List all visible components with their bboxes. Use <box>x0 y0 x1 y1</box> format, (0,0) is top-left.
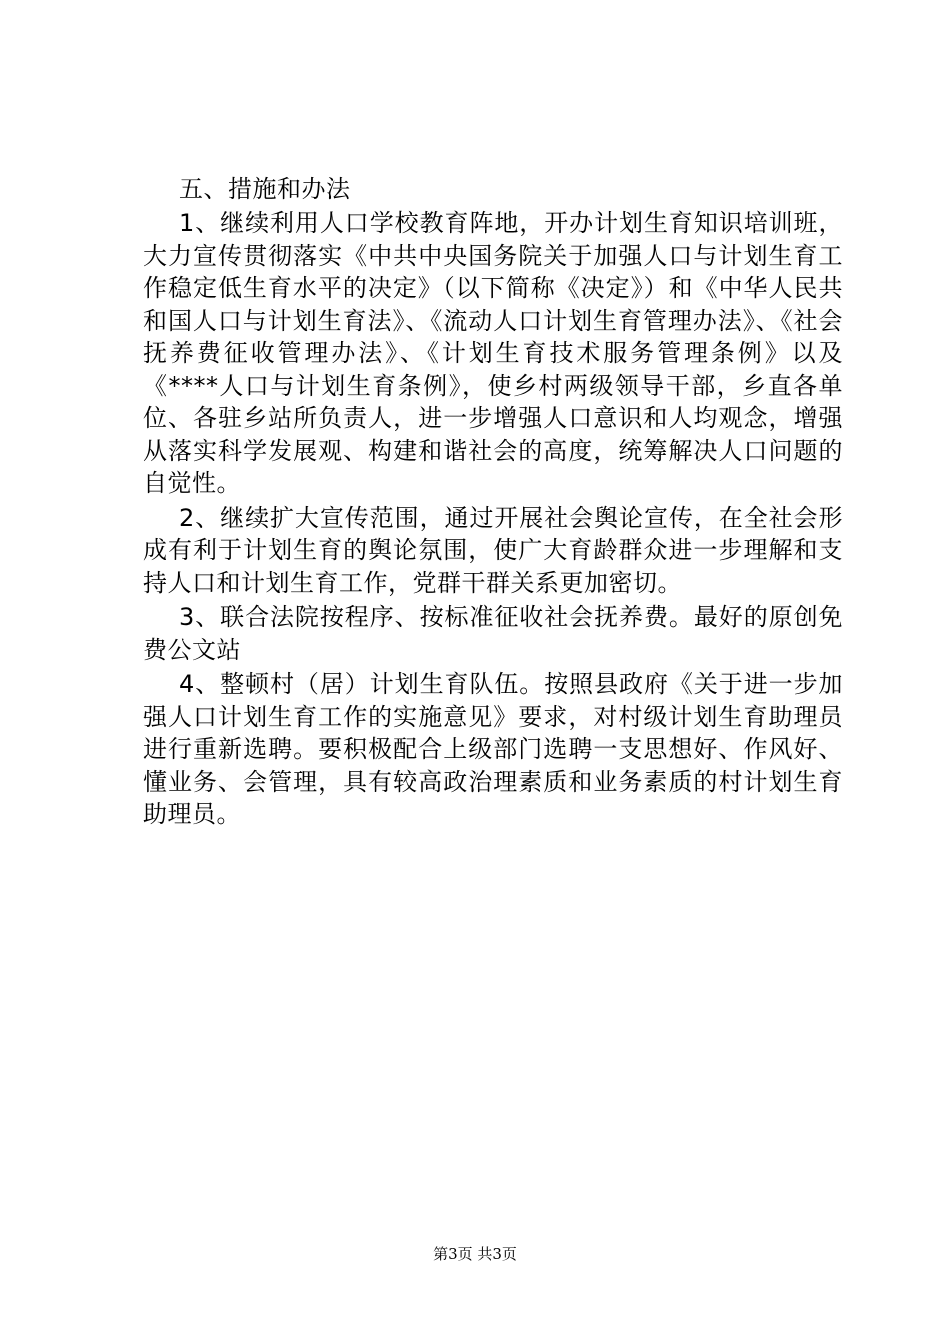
item-4-title: 4、整顿村（居）计划生育队伍。 <box>179 670 545 698</box>
item-3-watermark-note: 最好的原创免费公文站 <box>143 603 844 664</box>
item-4-text: 按照县政府《关于进一步加强人口计划生育工作的实施意见》要求，对村级计划生育助理员进行重新选聘。要积极配合上级部门选聘一支思想好、作风好、懂业务、会管理，具有较高政治理素质和业务素质的村计划生育助理员。 <box>143 670 843 828</box>
page-number: 第3页 共3页 <box>433 1245 517 1263</box>
item-3-text: 3、联合法院按程序、按标准征收社会抚养费。 <box>179 603 694 631</box>
paragraph-item-3 <box>143 601 843 666</box>
paragraph-item-4 <box>143 668 843 831</box>
paragraph-item-1: 1、继续利用人口学校教育阵地，开办计划生育知识培训班，大力宣传贯彻落实《中共中央国务院关于加强人口与计划生育工作稳定低生育水平的决定》（以下简称《决定》）和《中华人民共和国人口与计划生育法》、《流动人口计划生育管理办法》、《社会抚养费征收管理办法》、《计划生育技术服务管理条例》以及《****人口与计划生育条例》，使乡村两级领导干部，乡直各单位、各驻乡站所负责人，进一步增强人口意识和人均观念，增强从落实科学发展观、构建和谐社会的高度，统筹解决人口问题的自觉性。 <box>143 209 843 497</box>
section-heading: 五、措施和办法 <box>179 175 351 203</box>
paragraph-item-2: 2、继续扩大宣传范围，通过开展社会舆论宣传，在全社会形成有利于计划生育的舆论氛围，使广大育龄群众进一步理解和支持人口和计划生育工作，党群干群关系更加密切。 <box>143 503 843 597</box>
document-body <box>143 172 843 831</box>
